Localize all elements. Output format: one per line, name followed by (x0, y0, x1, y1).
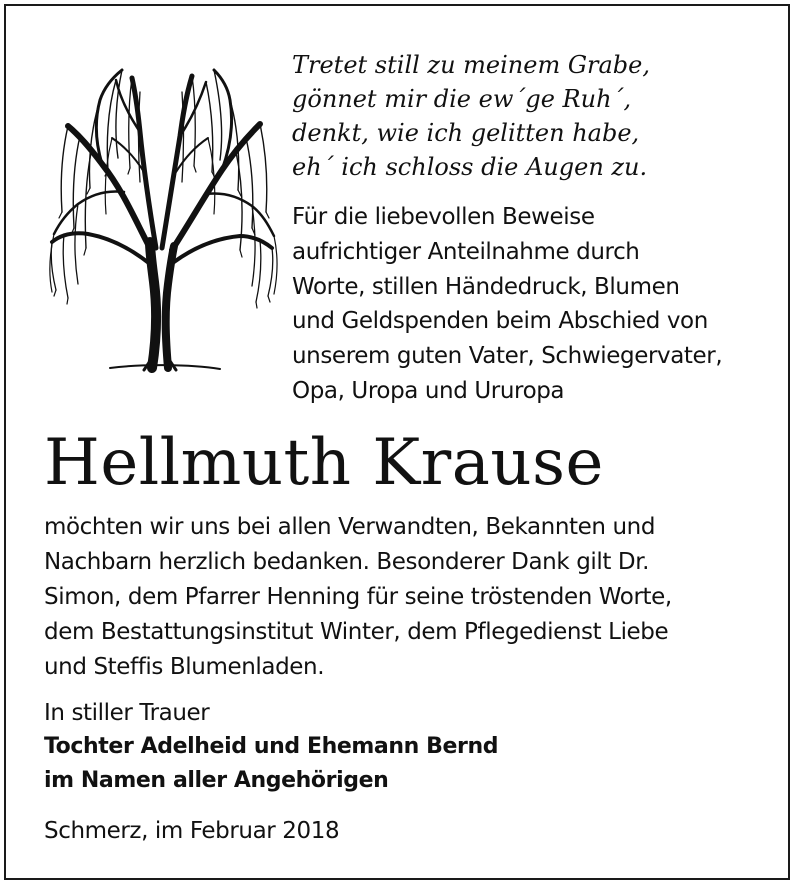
mourner-line: Tochter Adelheid und Ehemann Bernd (44, 734, 499, 759)
mourner-line: im Namen aller Angehörigen (44, 768, 389, 793)
deceased-name: Hellmuth Krause (44, 426, 604, 500)
message-line: dem Bestattungsinstitut Winter, dem Pflegedienst Liebe (44, 619, 669, 645)
message-line: Nachbarn herzlich bedanken. Besonderer Dank gilt Dr. (44, 549, 650, 575)
poem-line: eh´ ich schloss die Augen zu. (292, 153, 648, 181)
thanks-line: unserem guten Vater, Schwiegervater, (292, 343, 723, 370)
mourning-intro: In stiller Trauer (44, 700, 210, 726)
message-line: und Steffis Blumenladen. (44, 654, 325, 680)
thanks-paragraph (292, 200, 772, 409)
gratitude-message (44, 510, 774, 685)
poem-line: Tretet still zu meinem Grabe, (292, 51, 650, 79)
weeping-tree-icon (40, 52, 280, 382)
message-line: Simon, dem Pfarrer Henning für seine tröstenden Worte, (44, 584, 672, 610)
message-line: möchten wir uns bei allen Verwandten, Bekannten und (44, 514, 656, 540)
place-date: Schmerz, im Februar 2018 (44, 818, 340, 844)
mourners-signature (44, 730, 498, 798)
thanks-line: und Geldspenden beim Abschied von (292, 308, 708, 335)
poem-line: gönnet mir die ew´ge Ruh´, (292, 85, 632, 113)
thanks-line: Opa, Uropa und Ururopa (292, 377, 565, 404)
thanks-line: Für die liebevollen Beweise (292, 204, 595, 230)
memorial-poem (292, 48, 650, 184)
poem-line: denkt, wie ich gelitten habe, (292, 119, 640, 147)
thanks-line: Worte, stillen Händedruck, Blumen (292, 273, 680, 300)
thanks-line: aufrichtiger Anteilnahme durch (292, 238, 640, 265)
